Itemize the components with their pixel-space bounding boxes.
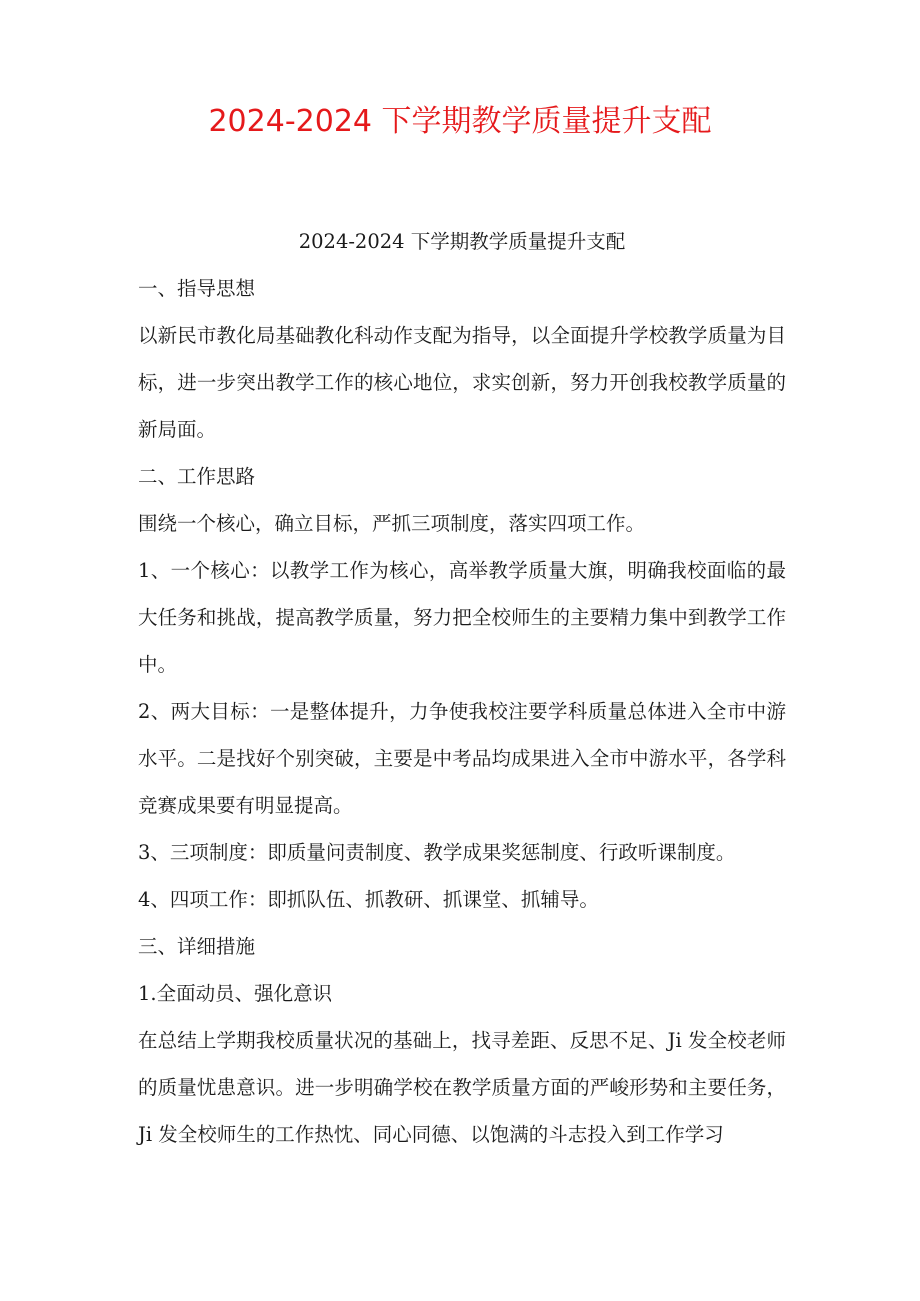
document-title: 2024-2024 下学期教学质量提升支配 [208, 104, 712, 139]
section-heading-guiding-ideology: 一、指导思想 [138, 277, 256, 300]
document-body [138, 218, 786, 1158]
document-subtitle: 2024-2024 下学期教学质量提升支配 [298, 230, 626, 253]
paragraph-mobilization: 在总结上学期我校质量状况的基础上，找寻差距、反思不足、Ji 发全校老师的质量忧患意识。进一步明确学校在教学质量方面的严峻形势和主要任务，Ji 发全校师生的工作热忱、同心同德、以饱满的斗志投入到工作学习 [138, 1029, 786, 1146]
section-heading-work-ideas: 二、工作思路 [138, 465, 256, 488]
paragraph-one-core: 1、一个核心：以教学工作为核心，高举教学质量大旗，明确我校面临的最大任务和挑战，提高教学质量，努力把全校师生的主要精力集中到教学工作中。 [138, 559, 786, 676]
subheading-mobilization: 1.全面动员、强化意识 [138, 982, 333, 1005]
section-heading-detailed-measures: 三、详细措施 [138, 935, 256, 958]
paragraph-work-ideas-summary: 围绕一个核心，确立目标，严抓三项制度，落实四项工作。 [138, 512, 646, 535]
paragraph-three-systems: 3、三项制度：即质量问责制度、教学成果奖惩制度、行政听课制度。 [138, 841, 736, 864]
paragraph-two-goals: 2、两大目标：一是整体提升，力争使我校注要学科质量总体进入全市中游水平。二是找好个别突破，主要是中考品均成果进入全市中游水平，各学科竞赛成果要有明显提高。 [138, 700, 786, 817]
paragraph-four-tasks: 4、四项工作：即抓队伍、抓教研、抓课堂、抓辅导。 [138, 888, 599, 911]
paragraph-guiding-ideology: 以新民市教化局基础教化科动作支配为指导，以全面提升学校教学质量为目标，进一步突出教学工作的核心地位，求实创新，努力开创我校教学质量的新局面。 [138, 324, 786, 441]
